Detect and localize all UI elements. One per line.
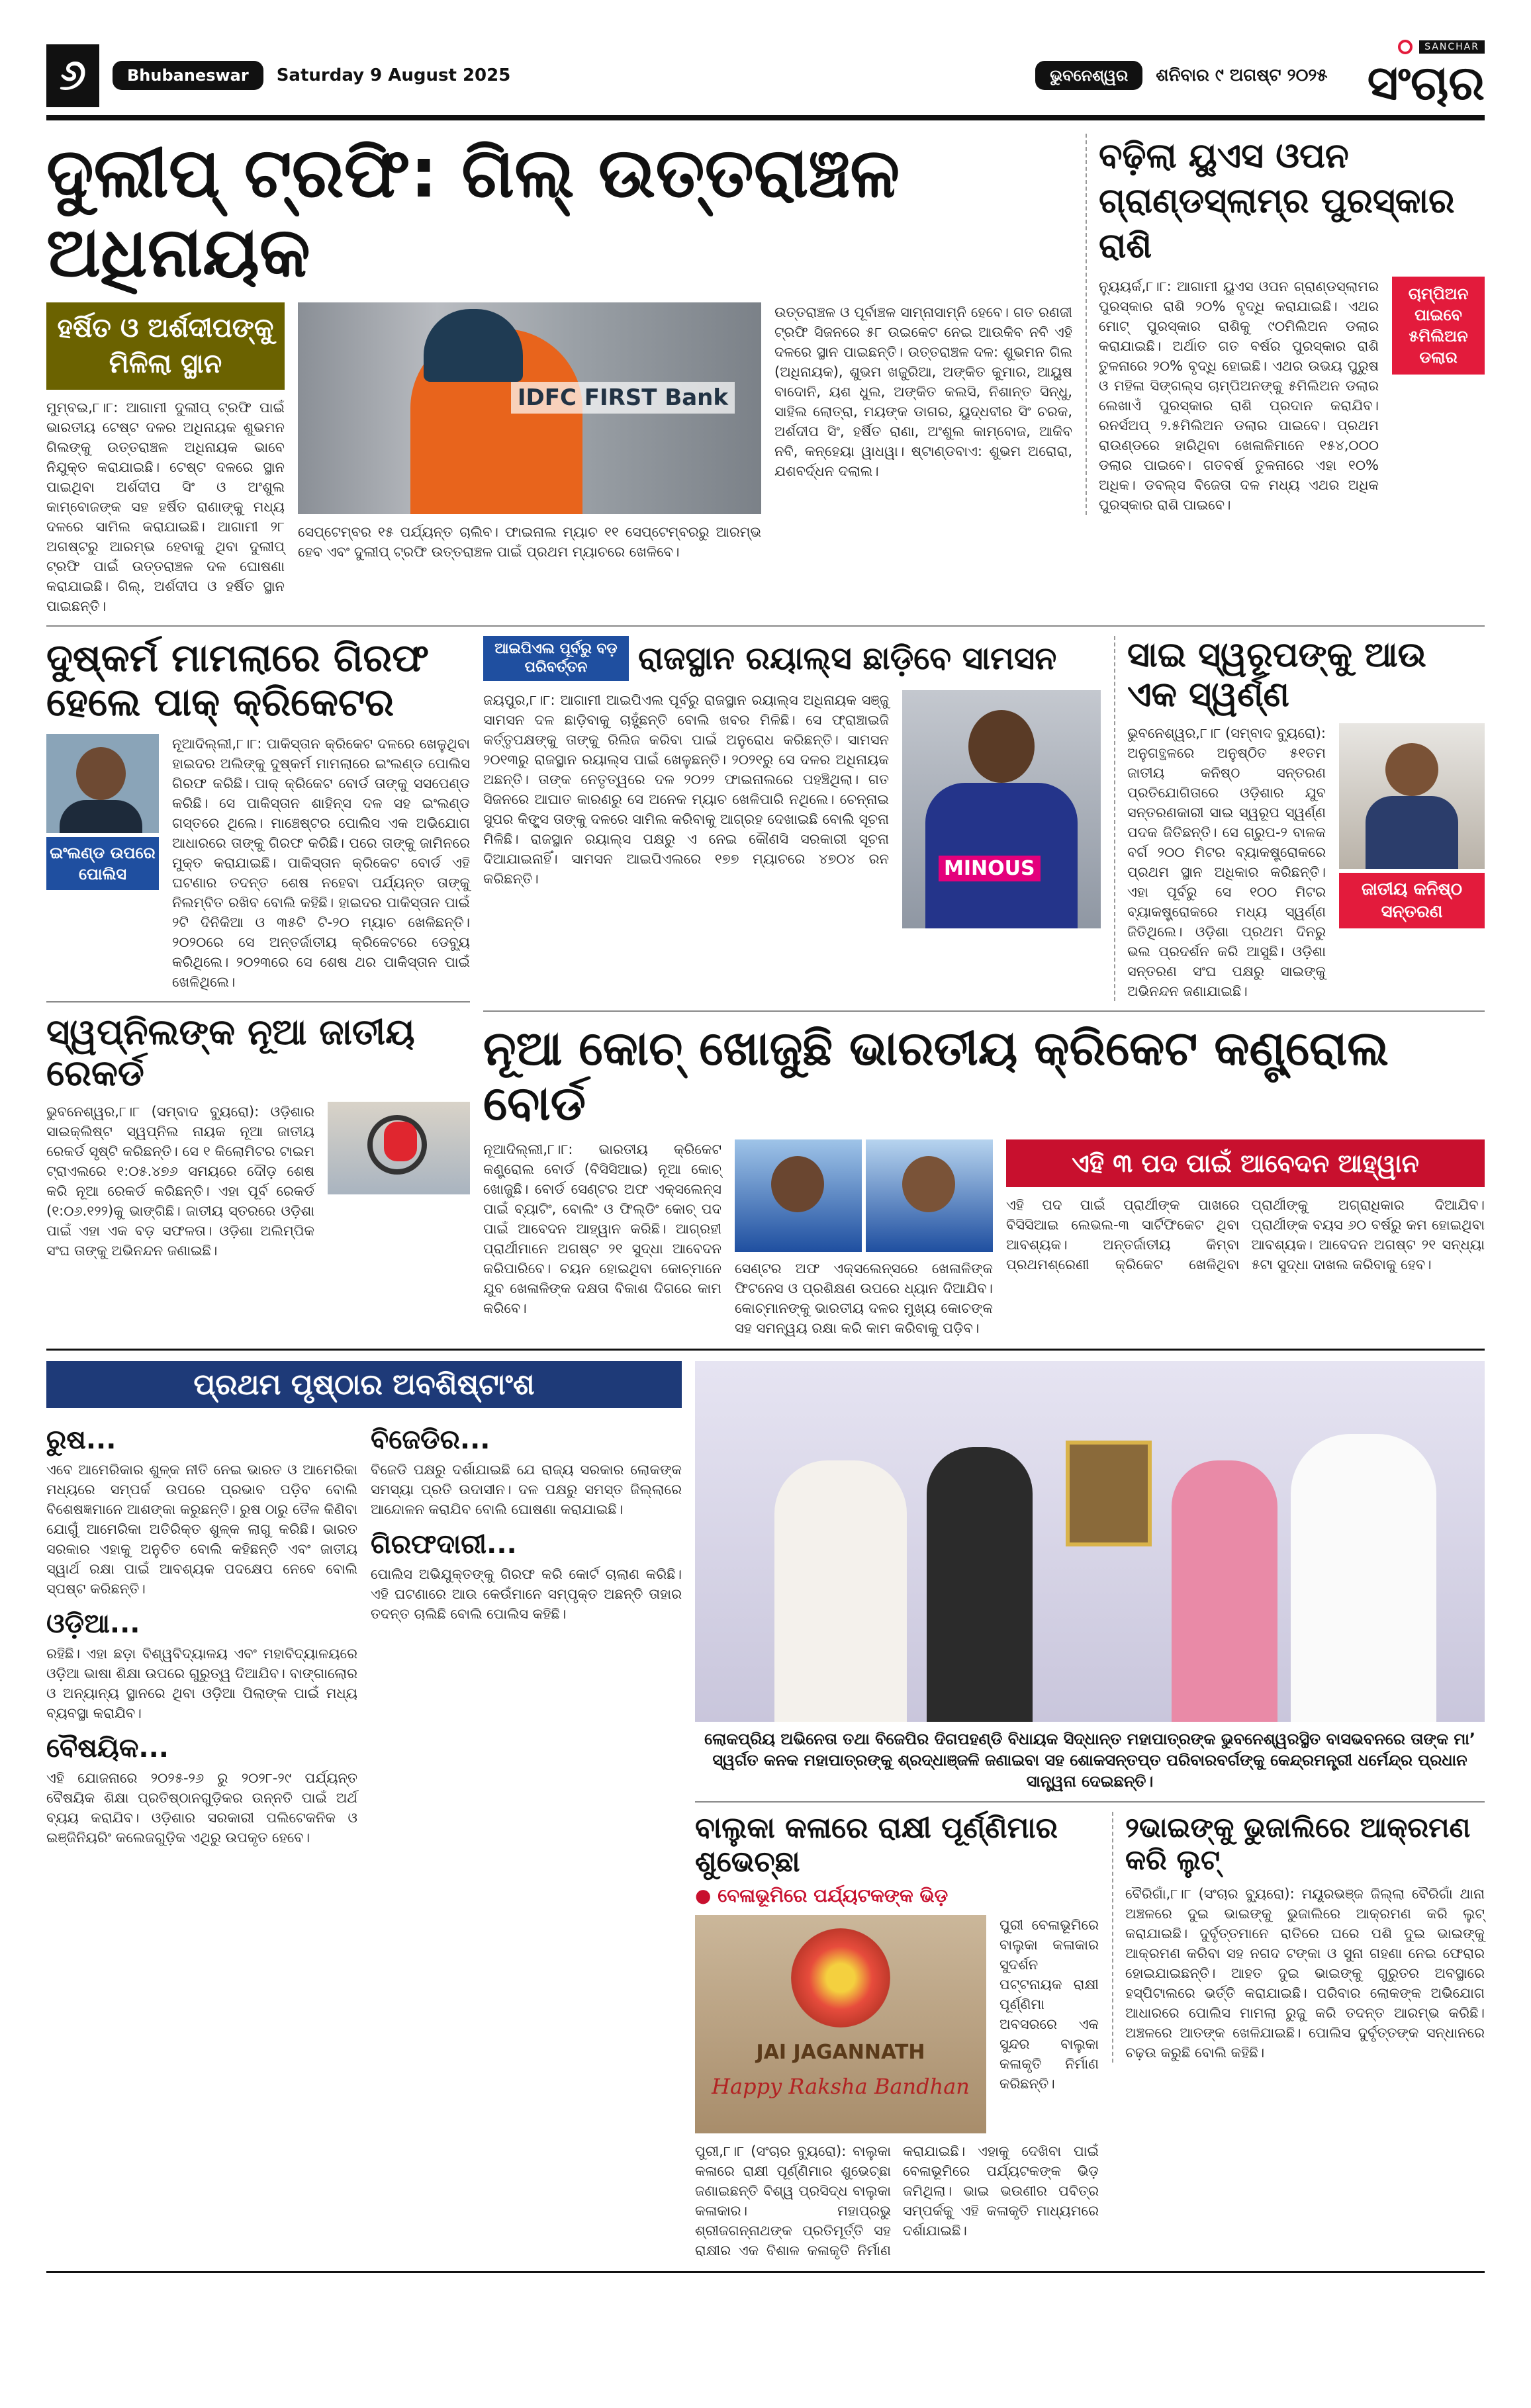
section-body: ଏବେ ଆମେରିକାର ଶୁଳ୍କ ନୀତି ନେଇ ଭାରତ ଓ ଆମେରିକା ମଧ୍ୟରେ ସମ୍ପର୍କ ଉପରେ ପ୍ରଭାବ ପଡ଼ିବ ବୋଲି ବିଶେଷଜ୍ଞମାନେ ଆଶଙ୍କା କରୁଛନ୍ତି। ରୁଷ ଠାରୁ ତୈଳ କିଣିବା ଯୋଗୁଁ ଆମେରିକା ଅତିରିକ୍ତ ଶୁଳ୍କ ଲାଗୁ କରିଛି। ଭାରତ ସରକାର ଏହାକୁ ଅନୁଚିତ ବୋଲି କହିଛନ୍ତି ଏବଂ ଜାତୀୟ ସ୍ୱାର୍ଥ ରକ୍ଷା ପାଇଁ ଆବଶ୍ୟକ ପଦକ୍ଷେପ ନେବେ ବୋଲି ସ୍ପଷ୍ଟ କରିଛନ୍ତି।: [46, 1462, 357, 1597]
sai-headline: ସାଇ ସ୍ୱରୂପଙ୍କୁ ଆଉ ଏକ ସ୍ୱର୍ଣ୍ଣ: [1127, 635, 1426, 715]
sand-sub-text: ବେଳାଭୂମିରେ ପର୍ଯ୍ୟଟକଙ୍କ ଭିଡ଼: [718, 1884, 949, 1906]
bcci-headline: ନୂଆ କୋଚ୍ ଖୋଜୁଛି ଭାରତୀୟ କ୍ରିକେଟ କଣ୍ଟ୍ରୋଲ ବୋର୍ଡ: [483, 1020, 1389, 1131]
section-title: ଗିରଫଦାରୀ...: [371, 1529, 517, 1560]
sand-art-text: Happy Raksha Bandhan: [712, 2073, 970, 2099]
logo-en: SANCHAR: [1419, 40, 1485, 54]
attack-story: [1112, 1812, 1485, 2063]
city-pill-en: Bhubaneswar: [113, 61, 263, 90]
main-subhead-box: ହର୍ଷିତ ଓ ଅର୍ଶଦୀପଙ୍କୁ ମିଳିଲା ସ୍ଥାନ: [46, 302, 285, 390]
logo-dot-icon: [1398, 40, 1413, 54]
sai-photo-label: ଜାତୀୟ କନିଷ୍ଠ ସନ୍ତରଣ: [1339, 873, 1485, 928]
remainder-col2: [371, 1415, 682, 1624]
section-title: ଓଡ଼ିଆ...: [46, 1609, 140, 1640]
section-body: ବିଜେଡି ପକ୍ଷରୁ ଦର୍ଶାଯାଇଛି ଯେ ରାଜ୍ୟ ସରକାର ଲୋକଙ୍କ ସମସ୍ୟା ପ୍ରତି ଉଦାସୀନ। ଦଳ ପକ୍ଷରୁ ସମସ୍ତ ଜିଲ୍ଲାରେ ଆନ୍ଦୋଳନ କରାଯିବ ବୋଲି ଘୋଷଣା କରାଯାଇଛି।: [371, 1462, 682, 1518]
gill-body-col3: ଉତ୍ତରାଞ୍ଚଳ ଓ ପୂର୍ବାଞ୍ଚଳ ସାମ୍ନାସାମ୍ନି ହେବେ। ଗତ ରଣଜୀ ଟ୍ରଫି ସିଜନରେ ୫୮ ଉଇକେଟ ନେଇ ଆଉକିବ ନବି ଏହି ଦଳରେ ସ୍ଥାନ ପାଇଛନ୍ତି। ଉତ୍ତରାଞ୍ଚଳ ଦଳ: ଶୁଭମନ ଗିଲ (ଅଧିନାୟକ), ଶୁଭମ ଖଜୁରିଆ, ଅଙ୍କିତ କୁମାର, ଆୟୁଷ ବାଦୋନି, ୟଶ ଧୁଲ, ଅଙ୍କିତ କଲସି, ନିଶାନ୍ତ ସିନ୍ଧୁ, ସାହିଲ ଲୋତ୍ରା, ମୟଙ୍କ ଡାଗର, ୟୁଦ୍ଧବୀର ସିଂ ଚରକ, ଅର୍ଶଦୀପ ସିଂ, ହର୍ଷିତ ରାଣା, ଅଂଶୁଲ କାମ୍ବୋଜ, ଆକିବ ନବି, କନ୍ହେୟା ୱାଧୱା। ଷ୍ଟାଣ୍ଡବାଏ: ଶୁଭମ ଅରୋରା, ଯଶବର୍ଦ୍ଧନ ଦଲାଲ।: [774, 304, 1072, 480]
gill-photo: [298, 302, 761, 514]
sand-art-photo: [695, 1915, 986, 2133]
sand-body-side: ପୁରୀ ବେଳାଭୂମିରେ ବାଲୁକା କଳାକାର ସୁଦର୍ଶନ ପଟ୍ଟନାୟକ ରାକ୍ଷୀ ପୂର୍ଣ୍ଣିମା ଅବସରରେ ଏକ ସୁନ୍ଦର ବାଲୁକା କଳାକୃତି ନିର୍ମାଣ କରିଛନ୍ତି।: [999, 1916, 1099, 2092]
section-title: ରୁଷ...: [46, 1425, 116, 1456]
bcci-body3: ଏହି ପଦ ପାଇଁ ପ୍ରାର୍ଥୀଙ୍କ ପାଖରେ ବିସିସିଆଇ ଲେଭଲ-୩ ସାର୍ଟିଫିକେଟ ଥିବା ଆବଶ୍ୟକ। ଅନ୍ତର୍ଜାତୀୟ କିମ୍ବା ପ୍ରଥମଶ୍ରେଣୀ କ୍ରିକେଟ ଖେଳିଥିବା ପ୍ରାର୍ଥୀଙ୍କୁ ଅଗ୍ରାଧିକାର ଦିଆଯିବ। ପ୍ରାର୍ଥୀଙ୍କ ବୟସ ୬୦ ବର୍ଷରୁ କମ ହୋଇଥିବା ଆବଶ୍ୟକ। ଆବେଦନ ଅଗଷ୍ଟ ୨୧ ସନ୍ଧ୍ୟା ୫ଟା ସୁଦ୍ଧା ଦାଖଲ କରିବାକୁ ହେବ।: [1006, 1197, 1485, 1273]
swapnil-photo: [328, 1102, 470, 1194]
page-number: ୬: [46, 44, 99, 107]
city-pill-or: ଭୁବନେଶ୍ୱର: [1035, 61, 1142, 90]
samson-story: [483, 636, 1101, 928]
swapnil-headline: ସ୍ୱପ୍ନିଲଙ୍କ ନୂଆ ଜାତୀୟ ରେକର୍ଡ: [46, 1010, 415, 1094]
sai-story: [1114, 636, 1485, 1001]
bcci-story: [483, 1021, 1485, 1339]
bcci-body1: ନୂଆଦିଲ୍ଲୀ,୮।୮: ଭାରତୀୟ କ୍ରିକେଟ କଣ୍ଟ୍ରୋଲ ବୋର୍ଡ (ବିସିସିଆଇ) ନୂଆ କୋଚ୍ ଖୋଜୁଛି। ବୋର୍ଡ ସେଣ୍ଟର ଅଫ ଏକ୍ସଲେନ୍ସ ପାଇଁ ବ୍ୟାଟିଂ, ବୋଲିଂ ଓ ଫିଲ୍ଡିଂ କୋଚ୍ ପଦ ପାଇଁ ଆବେଦନ ଆହ୍ୱାନ କରିଛି। ଆଗ୍ରହୀ ପ୍ରାର୍ଥୀମାନେ ଅଗଷ୍ଟ ୨୧ ସୁଦ୍ଧା ଆବେଦନ କରିପାରିବେ। ଚୟନ ହୋଇଥିବା କୋଚ୍ମାନେ ଯୁବ ଖେଳାଳିଙ୍କ ଦକ୍ଷତା ବିକାଶ ଦିଗରେ କାମ କରିବେ।: [483, 1141, 721, 1317]
pak-body: ନୂଆଦିଲ୍ଲୀ,୮।୮: ପାକିସ୍ତାନ କ୍ରିକେଟ ଦଳରେ ଖେଳୁଥିବା ହାଇଦର ଅଲିଙ୍କୁ ଦୁଷ୍କର୍ମ ମାମଲାରେ ଇଂଲଣ୍ଡ ପୋଲିସ ଗିରଫ କରିଛି। ପାକ୍ କ୍ରିକେଟ ବୋର୍ଡ ତାଙ୍କୁ ସସପେଣ୍ଡ କରିଛି। ସେ ପାକିସ୍ତାନ ଶାହିନ୍ସ ଦଳ ସହ ଇଂଲଣ୍ଡ ଗସ୍ତରେ ଥିଲେ। ମାଞ୍ଚେଷ୍ଟର ପୋଲିସ ଏକ ଅଭିଯୋଗ ଆଧାରରେ ତାଙ୍କୁ ଗିରଫ କରିଛି। ପରେ ତାଙ୍କୁ ଜାମିନରେ ମୁକ୍ତ କରାଯାଇଛି। ପାକିସ୍ତାନ କ୍ରିକେଟ ବୋର୍ଡ ଏହି ଘଟଣାର ତଦନ୍ତ ଶେଷ ନହେବା ପର୍ଯ୍ୟନ୍ତ ତାଙ୍କୁ ନିଲମ୍ବିତ ରଖିବ ବୋଲି କହିଛି। ହାଇଦର ପାକିସ୍ତାନ ପାଇଁ ୨ଟି ଦିନିକିଆ ଓ ୩୫ଟି ଟି-୨୦ ମ୍ୟାଚ ଖେଳିଛନ୍ତି। ୨୦୨୦ରେ ସେ ଅନ୍ତର୍ଜାତୀୟ କ୍ରିକେଟରେ ଡେବ୍ୟୁ କରିଥିଲେ। ୨୦୨୩ରେ ସେ ଶେଷ ଥର ପାକିସ୍ତାନ ପାଇଁ ଖେଳିଥିଲେ।: [172, 735, 470, 990]
usopen-badge: ଚାମ୍ପିଅନ ପାଇବେ ୫ମିଲିଅନ ଡଲାର: [1392, 277, 1485, 375]
haider-photo-label: ଇଂଲଣ୍ଡ ଉପରେ ପୋଲିସ: [46, 837, 159, 890]
photo-banner-text: IDFC FIRST Bank: [511, 382, 735, 414]
samson-headline: ରାଜସ୍ଥାନ ରୟାଲ୍ସ ଛାଡ଼ିବେ ସାମସନ: [638, 639, 1057, 677]
sand-body: ପୁରୀ,୮।୮ (ସଂଚାର ବ୍ୟୁରୋ): ବାଲୁକା କଳାରେ ରାକ୍ଷୀ ପୂର୍ଣ୍ଣିମାର ଶୁଭେଚ୍ଛା ଜଣାଇଛନ୍ତି ବିଶ୍ୱ ପ୍ରସିଦ୍ଧ ବାଲୁକା କଳାକାର। ମହାପ୍ରଭୁ ଶ୍ରୀଜଗନ୍ନାଥଙ୍କ ପ୍ରତିମୂର୍ତ୍ତି ସହ ରାକ୍ଷୀର ଏକ ବିଶାଳ କଳାକୃତି ନିର୍ମାଣ କରାଯାଇଛି। ଏହାକୁ ଦେଖିବା ପାଇଁ ବେଳାଭୂମିରେ ପର୍ଯ୍ୟଟକଙ୍କ ଭିଡ଼ ଜମିଥିଲା। ଭାଇ ଭଉଣୀର ପବିତ୍ର ସମ୍ପର୍କକୁ ଏହି କଳାକୃତି ମାଧ୍ୟମରେ ଦର୍ଶାଯାଇଛି।: [695, 2143, 1099, 2258]
samson-photo: [902, 690, 1101, 928]
samson-body: ଜୟପୁର,୮।୮: ଆଗାମୀ ଆଇପିଏଲ ପୂର୍ବରୁ ରାଜସ୍ଥାନ ରୟାଲ୍ସ ଅଧିନାୟକ ସଞ୍ଜୁ ସାମସନ ଦଳ ଛାଡ଼ିବାକୁ ଚାହୁଁଛନ୍ତି ବୋଲି ଖବର ମିଳିଛି। ସେ ଫ୍ରାଞ୍ଚାଇଜି କର୍ତ୍ତୃପକ୍ଷଙ୍କୁ ତାଙ୍କୁ ରିଲିଜ କରିବା ପାଇଁ ଅନୁରୋଧ କରିଛନ୍ତି। ସାମସନ ୨୦୧୩ରୁ ରାଜସ୍ଥାନ ରୟାଲ୍ସ ପାଇଁ ଖେଳୁଛନ୍ତି। ୨୦୨୧ରୁ ସେ ଦଳର ଅଧିନାୟକ ଅଛନ୍ତି। ତାଙ୍କ ନେତୃତ୍ୱରେ ଦଳ ୨୦୨୨ ଫାଇନାଲରେ ପହଞ୍ଚିଥିଲା। ଗତ ସିଜନରେ ଆଘାତ କାରଣରୁ ସେ ଅନେକ ମ୍ୟାଚ ଖେଳିପାରି ନଥିଲେ। ଚେନ୍ନାଇ ସୁପର କିଙ୍ଗ୍ସ ତାଙ୍କୁ ଦଳରେ ସାମିଲ କରିବାକୁ ଆଗ୍ରହ ଦେଖାଇଛି ବୋଲି ସୂଚନା ମିଳିଛି। ରାଜସ୍ଥାନ ରୟାଲ୍ସ ପକ୍ଷରୁ ଏ ନେଇ କୌଣସି ସରକାରୀ ସୂଚନା ଦିଆଯାଇନାହିଁ। ସାମସନ ଆଇପିଏଲରେ ୧୭୭ ମ୍ୟାଚରେ ୪୭୦୪ ରନ କରିଛନ୍ତି।: [483, 692, 889, 887]
section-title: ବିଜେଡିର...: [371, 1425, 490, 1456]
sand-headline: ବାଲୁକା କଳାରେ ରାକ୍ଷୀ ପୂର୍ଣ୍ଣିମାର ଶୁଭେଚ୍ଛା: [695, 1811, 1058, 1879]
attack-body: ବୈରିଗାଁ,୮।୮ (ସଂଚାର ବ୍ୟୁରୋ): ମୟୂରଭଞ୍ଜ ଜିଲ୍ଲା ବୈରିଗାଁ ଥାନା ଅଞ୍ଚଳରେ ଦୁଇ ଭାଇଙ୍କୁ ଭୁଜାଲିରେ ଆକ୍ରମଣ କରି ଲୁଟ୍ କରାଯାଇଛି। ଦୁର୍ବୃତ୍ତମାନେ ରାତିରେ ଘରେ ପଶି ଦୁଇ ଭାଇଙ୍କୁ ଆକ୍ରମଣ କରିବା ସହ ନଗଦ ଟଙ୍କା ଓ ସୁନା ଗହଣା ନେଇ ଫେରାର ହୋଇଯାଇଛନ୍ତି। ଆହତ ଦୁଇ ଭାଇଙ୍କୁ ଗୁରୁତର ଅବସ୍ଥାରେ ହସ୍ପିଟାଲରେ ଭର୍ତ୍ତି କରାଯାଇଛି। ପରିବାର ଲୋକଙ୍କ ଅଭିଯୋଗ ଆଧାରରେ ପୋଲିସ ମାମଲା ରୁଜୁ କରି ତଦନ୍ତ ଆରମ୍ଭ କରିଛି। ଅଞ୍ଚଳରେ ଆତଙ୍କ ଖେଳିଯାଇଛି। ପୋଲିସ ଦୁର୍ବୃତ୍ତଙ୍କ ସନ୍ଧାନରେ ଚଢ଼ଉ କରୁଛି ବୋଲି କହିଛି।: [1125, 1885, 1485, 2061]
bcci-body2: ସେଣ୍ଟର ଅଫ ଏକ୍ସଲେନ୍ସରେ ଖେଳାଳିଙ୍କ ଫିଟନେସ ଓ ପ୍ରଶିକ୍ଷଣ ଉପରେ ଧ୍ୟାନ ଦିଆଯିବ। କୋଚ୍ମାନଙ୍କୁ ଭାରତୀୟ ଦଳର ମୁଖ୍ୟ କୋଚଙ୍କ ସହ ସମନ୍ୱୟ ରକ୍ଷା କରି କାମ କରିବାକୁ ପଡ଼ିବ।: [735, 1261, 993, 1337]
samson-tag: ଆଇପିଏଲ ପୂର୍ବରୁ ବଡ଼ ପରିବର୍ତ୍ତନ: [483, 636, 629, 681]
footer-rule: [46, 2271, 1485, 2273]
section-body: ରହିଛି। ଏହା ଛଡ଼ା ବିଶ୍ୱବିଦ୍ୟାଳୟ ଏବଂ ମହାବିଦ୍ୟାଳୟରେ ଓଡ଼ିଆ ଭାଷା ଶିକ୍ଷା ଉପରେ ଗୁରୁତ୍ୱ ଦିଆଯିବ। ବାଙ୍ଗାଲୋର ଓ ଅନ୍ୟାନ୍ୟ ସ୍ଥାନରେ ଥିବା ଓଡ଼ିଆ ପିଲାଙ୍କ ପାଇଁ ମଧ୍ୟ ବ୍ୟବସ୍ଥା କରାଯିବ।: [46, 1646, 357, 1722]
section-body: ଏହି ଯୋଜନାରେ ୨୦୨୫-୨୬ ରୁ ୨୦୨୮-୨୯ ପର୍ଯ୍ୟନ୍ତ ବୈଷୟିକ ଶିକ୍ଷା ପ୍ରତିଷ୍ଠାନଗୁଡ଼ିକର ଉନ୍ନତି ପାଇଁ ଅର୍ଥ ବ୍ୟୟ କରାଯିବ। ଓଡ଼ିଶାର ସରକାରୀ ପଲିଟେକନିକ ଓ ଇଞ୍ଜିନିୟରିଂ କଲେଜଗୁଡ଼ିକ ଏଥିରୁ ଉପକୃତ ହେବେ।: [46, 1770, 357, 1846]
remainder-banner: ପ୍ରଥମ ପୃଷ୍ଠାର ଅବଶିଷ୍ଟାଂଶ: [46, 1361, 682, 1408]
main-headline: ଦୁଲୀପ୍ ଟ୍ରଫି: ଗିଲ୍ ଉତ୍ତରାଞ୍ଚଳ ଅଧିନାୟକ: [46, 132, 900, 292]
sand-subhead: [695, 1885, 1099, 1907]
remainder-col1: [46, 1415, 357, 1848]
gill-body-col1: ମୁମ୍ବଇ,୮।୮: ଆଗାମୀ ଦୁଲୀପ୍ ଟ୍ରଫି ପାଇଁ ଭାରତୀୟ ଟେଷ୍ଟ ଦଳର ଅଧିନାୟକ ଶୁଭମନ ଗିଲଙ୍କୁ ଉତ୍ତରାଞ୍ଚଳ ଅଧିନାୟକ ଭାବେ ନିଯୁକ୍ତ କରାଯାଇଛି। ଟେଷ୍ଟ ଦଳରେ ସ୍ଥାନ ପାଇଥିବା ଅର୍ଶଦୀପ ସିଂ ଓ ଅଂଶୁଲ କାମ୍ବୋଜଙ୍କ ସହ ହର୍ଷିତ ରାଣାଙ୍କୁ ମଧ୍ୟ ଦଳରେ ସାମିଲ କରାଯାଇଛି। ଆଗାମୀ ୨୮ ଅଗଷ୍ଟରୁ ଆରମ୍ଭ ହେବାକୁ ଥିବା ଦୁଲୀପ୍ ଟ୍ରଫି ପାଇଁ ଉତ୍ତରାଞ୍ଚଳ ଦଳ ଘୋଷଣା କରାଯାଇଛି। ଗିଲ୍, ଅର୍ଶଦୀପ ଓ ହର୍ଷିତ ସ୍ଥାନ ପାଇଛନ୍ତି।: [46, 400, 285, 615]
section-title: ବୈଷୟିକ...: [46, 1733, 169, 1764]
masthead: [46, 40, 1485, 120]
sand-story: [695, 1812, 1099, 2260]
bcci-banner: ଏହି ୩ ପଦ ପାଇଁ ଆବେଦନ ଆହ୍ୱାନ: [1006, 1139, 1485, 1187]
bullet-icon: ●: [695, 1884, 712, 1906]
gill-body-under-photo: ସେପ୍ଟେମ୍ବର ୧୫ ପର୍ଯ୍ୟନ୍ତ ଚାଲିବ। ଫାଇନାଲ ମ୍ୟାଚ ୧୧ ସେପ୍ଟେମ୍ବରରୁ ଆରମ୍ଭ ହେବ ଏବଂ ଦୁଲୀପ୍ ଟ୍ରଫି ଉତ୍ତରାଞ୍ଚଳ ପାଇଁ ପ୍ରଥମ ମ୍ୟାଚରେ ଖେଳିବେ।: [298, 524, 761, 560]
logo: [1368, 40, 1485, 111]
date-en: Saturday 9 August 2025: [276, 66, 511, 85]
tribute-caption: ଲୋକପ୍ରିୟ ଅଭିନେତା ତଥା ବିଜେପିର ଦିଗପହଣ୍ଡି ବିଧାୟକ ସିଦ୍ଧାନ୍ତ ମହାପାତ୍ରଙ୍କ ଭୁବନେଶ୍ୱରସ୍ଥିତ ବାସଭବନରେ ତାଙ୍କ ମା’ ସ୍ୱର୍ଗତ କନକ ମହାପାତ୍ରଙ୍କୁ ଶ୍ରଦ୍ଧାଞ୍ଜଳି ଜଣାଇବା ସହ ଶୋକସନ୍ତପ୍ତ ପରିବାରବର୍ଗଙ୍କୁ କେନ୍ଦ୍ରମନ୍ତ୍ରୀ ଧର୍ମେନ୍ଦ୍ର ପ୍ରଧାନ ସାନ୍ତ୍ୱନା ଦେଇଛନ୍ତି।: [704, 1730, 1475, 1791]
pak-story: [46, 636, 470, 991]
pak-headline: ଦୁଷ୍କର୍ମ ମାମଲାରେ ଗିରଫ ହେଲେ ପାକ୍ କ୍ରିକେଟର: [46, 635, 430, 725]
tribute-photo: [695, 1361, 1485, 1722]
usopen-story: [1086, 134, 1485, 515]
logo-text: ସଂଚାର: [1367, 55, 1485, 111]
sand-art-text: JAI JAGANNATH: [756, 2040, 925, 2064]
date-or: ଶନିବାର ୯ ଅଗଷ୍ଟ ୨୦୨୫: [1156, 65, 1328, 85]
attack-headline: ୨ଭାଇଙ୍କୁ ଭୁଜାଲିରେ ଆକ୍ରମଣ କରି ଲୁଟ୍: [1125, 1811, 1471, 1876]
lead-story: [46, 134, 1072, 616]
swapnil-story: [46, 1012, 470, 1261]
usopen-body: ନ୍ୟୁୟର୍କ,୮।୮: ଆଗାମୀ ୟୁଏସ ଓପନ ଗ୍ରାଣ୍ଡସ୍ଲାମର ପୁରସ୍କାର ରାଶି ୨୦% ବୃଦ୍ଧି କରାଯାଇଛି। ଏଥର ମୋଟ୍ ପୁରସ୍କାର ରାଶିକୁ ୯୦ମିଲିଅନ ଡଲାର କରାଯାଇଛି। ଅର୍ଥାତ ଗତ ବର୍ଷର ପୁରସ୍କାର ରାଶି ତୁଳନାରେ ୨୦% ବୃଦ୍ଧି ହୋଇଛି। ଏଥର ଉଭୟ ପୁରୁଷ ଓ ମହିଳା ସିଙ୍ଗଲ୍ସ ଚାମ୍ପିଅନଙ୍କୁ ୫ମିଲିଅନ ଡଲାର ଲେଖାଏଁ ପୁରସ୍କାର ରାଶି ପ୍ରଦାନ କରାଯିବ। ରନର୍ସଅପ୍ ୨.୫ମିଲିଅନ ଡଲାର ପାଇବେ। ପ୍ରଥମ ରାଉଣ୍ଡରେ ହାରିଥିବା ଖେଳାଳିମାନେ ୧୫୪,୦୦୦ ଡଲାର ପାଇବେ। ଗତବର୍ଷ ତୁଳନାରେ ଏହା ୧୦% ଅଧିକ। ଡବଲ୍ସ ବିଜେତା ଦଳ ମଧ୍ୟ ଏଥର ଅଧିକ ପୁରସ୍କାର ରାଶି ପାଇବେ।: [1099, 279, 1379, 513]
sai-photo: [1339, 723, 1485, 869]
jersey-sponsor-text: MINOUS: [939, 856, 1041, 881]
usopen-headline: ବଢ଼ିଲା ୟୁଏସ ଓପନ ଗ୍ରାଣ୍ଡସ୍ଲାମ୍ର ପୁରସ୍କାର ରାଶି: [1099, 136, 1455, 266]
sai-body: ଭୁବନେଶ୍ୱର,୮।୮ (ସମ୍ବାଦ ବ୍ୟୁରୋ): ଅନୁଗତ୍ଥଳରେ ଅନୁଷ୍ଠିତ ୫୧ତମ ଜାତୀୟ କନିଷ୍ଠ ସନ୍ତରଣ ପ୍ରତିଯୋଗିତାରେ ଓଡ଼ିଶାର ଯୁବ ସନ୍ତରଣକାରୀ ସାଇ ସ୍ୱରୂପ ସ୍ୱର୍ଣ୍ଣ ପଦକ ଜିତିଛନ୍ତି। ସେ ଗ୍ରୁପ-୨ ବାଳକ ବର୍ଗ ୨୦୦ ମିଟର ବ୍ୟାକଷ୍ଟ୍ରୋକରେ ପ୍ରଥମ ସ୍ଥାନ ଅଧିକାର କରିଛନ୍ତି। ଏହା ପୂର୍ବରୁ ସେ ୧୦୦ ମିଟର ବ୍ୟାକଷ୍ଟ୍ରୋକରେ ମଧ୍ୟ ସ୍ୱର୍ଣ୍ଣ ଜିତିଥିଲେ। ଓଡ଼ିଶା ପ୍ରଥମ ଦିନରୁ ଭଲ ପ୍ରଦର୍ଶନ କରି ଆସୁଛି। ଓଡ଼ିଶା ସନ୍ତରଣ ସଂଘ ପକ୍ଷରୁ ସାଇଙ୍କୁ ଅଭିନନ୍ଦନ ଜଣାଯାଇଛି।: [1127, 725, 1326, 999]
section-body: ପୋଲିସ ଅଭିଯୁକ୍ତଙ୍କୁ ଗିରଫ କରି କୋର୍ଟ ଚାଲାଣ କରିଛି। ଏହି ଘଟଣାରେ ଆଉ କେଉଁମାନେ ସମ୍ପୃକ୍ତ ଅଛନ୍ତି ତାହାର ତଦନ୍ତ ଚାଲିଛି ବୋଲି ପୋଲିସ କହିଛି।: [371, 1566, 682, 1623]
swapnil-body: ଭୁବନେଶ୍ୱର,୮।୮ (ସମ୍ବାଦ ବ୍ୟୁରୋ): ଓଡ଼ିଶାର ସାଇକ୍ଲିଷ୍ଟ ସ୍ୱପ୍ନିଲ ନାୟକ ନୂଆ ଜାତୀୟ ରେକର୍ଡ ସୃଷ୍ଟି କରିଛନ୍ତି। ସେ ୧ କିଲୋମିଟର ଟାଇମ ଟ୍ରାଏଲରେ ୧:୦୫.୪୭୬ ସମୟରେ ଦୌଡ଼ ଶେଷ କରି ନୂଆ ରେକର୍ଡ କରିଛନ୍ତି। ଏହା ପୂର୍ବ ରେକର୍ଡ (୧:୦୬.୧୨୨)କୁ ଭାଙ୍ଗିଛି। ଜାତୀୟ ସ୍ତରରେ ଓଡ଼ିଶା ପାଇଁ ଏହା ଏକ ବଡ଼ ସଫଳତା। ଓଡ଼ିଶା ଅଲିମ୍ପିକ ସଂଘ ତାଙ୍କୁ ଅଭିନନ୍ଦନ ଜଣାଇଛି।: [46, 1103, 314, 1259]
haider-photo: [46, 734, 159, 833]
coaches-photo: [735, 1139, 993, 1252]
